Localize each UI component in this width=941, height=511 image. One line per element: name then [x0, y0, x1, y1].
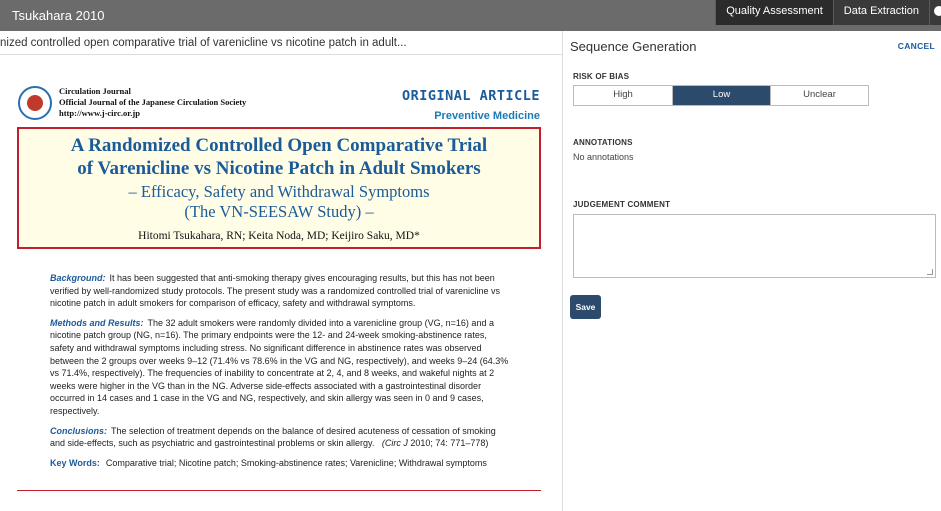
- article-subtitle-line-2: (The VN-SEESAW Study) –: [184, 202, 374, 221]
- risk-option-unclear[interactable]: Unclear: [770, 86, 868, 105]
- abstract-background: [50, 272, 510, 310]
- tab-bar: [715, 0, 941, 25]
- journal-logo-icon: [18, 86, 52, 120]
- abstract-background-label: Background:: [50, 273, 106, 283]
- document-header: nized controlled open comparative trial of varenicline vs nicotine patch in adult...: [0, 31, 562, 55]
- risk-option-high[interactable]: High: [574, 86, 672, 105]
- title-box: [17, 127, 541, 249]
- annotations-text: No annotations: [573, 152, 634, 162]
- article-authors: Hitomi Tsukahara, RN; Keita Noda, MD; Keijiro Saku, MD*: [138, 230, 420, 242]
- risk-of-bias-selector: [573, 85, 869, 106]
- abstract-conclusions-text: The selection of treatment depends on the balance of desired acuteness of cessation of smoking and side-effects, such as psychiatric and gastrointestinal problems or skin allergy.: [50, 425, 496, 449]
- journal-name: Circulation Journal: [59, 86, 131, 96]
- article-type-block: [402, 88, 540, 122]
- risk-of-bias-label: RISK OF BIAS: [573, 72, 630, 81]
- document-viewer[interactable]: [0, 31, 562, 511]
- circle-icon: [934, 6, 941, 16]
- keywords-label: Key Words:: [50, 457, 100, 468]
- journal-info: [59, 86, 246, 119]
- resize-grip-icon[interactable]: [927, 269, 933, 275]
- citation-journal: (Circ J: [381, 438, 408, 449]
- top-bar: [0, 0, 941, 31]
- abstract-methods: [50, 317, 510, 418]
- assessment-panel: [562, 31, 941, 511]
- judgement-comment-input[interactable]: [573, 214, 936, 278]
- annotations-label: ANNOTATIONS: [573, 138, 633, 147]
- divider: [17, 490, 541, 491]
- article-subtitle-line-1: – Efficacy, Safety and Withdrawal Symptoms: [128, 182, 430, 201]
- article-title-line-1: A Randomized Controlled Open Comparative Trial: [70, 135, 488, 156]
- document-title: Tsukahara 2010: [12, 8, 105, 23]
- tab-data-extraction[interactable]: Data Extraction: [833, 0, 929, 25]
- abstract: [50, 272, 510, 476]
- abstract-keywords: [50, 457, 510, 470]
- journal-url: http://www.j-circ.or.jp: [59, 108, 140, 118]
- cancel-button[interactable]: CANCEL: [897, 41, 935, 51]
- article-title-line-2: of Varenicline vs Nicotine Patch in Adult Smokers: [77, 158, 481, 179]
- save-button[interactable]: Save: [570, 295, 601, 319]
- article-type: ORIGINAL ARTICLE: [401, 88, 540, 104]
- abstract-conclusions-label: Conclusions:: [50, 425, 108, 436]
- risk-option-low[interactable]: Low: [672, 86, 770, 105]
- citation-rest: 2010; 74: 771–778): [410, 438, 489, 449]
- abstract-background-text: It has been suggested that anti-smoking therapy gives encouraging results, but this has not been verified by well-randomized study protocols. The present study was a randomized controlled trial of varenicline vs nicotine patch in adult smokers for comparison of efficacy, safety and withdrawal symptoms.: [50, 273, 501, 309]
- judgement-comment-label: JUDGEMENT COMMENT: [573, 200, 671, 209]
- more-tab[interactable]: [929, 0, 941, 25]
- journal-block: [18, 84, 268, 124]
- keywords-text: Comparative trial; Nicotine patch; Smoking-abstinence rates; Varenicline; Withdrawal symptoms: [105, 457, 487, 468]
- abstract-methods-text: The 32 adult smokers were randomly divided into a varenicline group (VG, n=16) and a nicotine patch group (NG, n=16). The primary endpoints were the 12- and 24-week smoking-abstinence rates, safety and withdrawal symptoms including stress. No significant difference in abstinence rates was observed between the 2 groups over weeks 9–12 (71.4% vs 78.6% in the VG and NG, respectively), and weeks 9–24 (64.3% vs 71.4%, respectively). The frequencies of inability to concentrate at 2, 4, and 8 weeks, and wakeful nights at 2 weeks were higher in the VG than in the NG. Adverse side-effects associated with a gastrointestinal disorder occurred in 14 cases and 1 case in the VG and NG, respectively, and skin allergy was seen in 0 and 9 cases, respectively.: [50, 317, 509, 416]
- article-section: Preventive Medicine: [434, 110, 540, 122]
- abstract-conclusions: [50, 425, 510, 450]
- journal-subtitle: Official Journal of the Japanese Circulation Society: [59, 97, 247, 107]
- tab-quality-assessment[interactable]: Quality Assessment: [715, 0, 833, 25]
- panel-title: Sequence Generation: [570, 39, 697, 54]
- abstract-methods-label: Methods and Results:: [50, 317, 144, 328]
